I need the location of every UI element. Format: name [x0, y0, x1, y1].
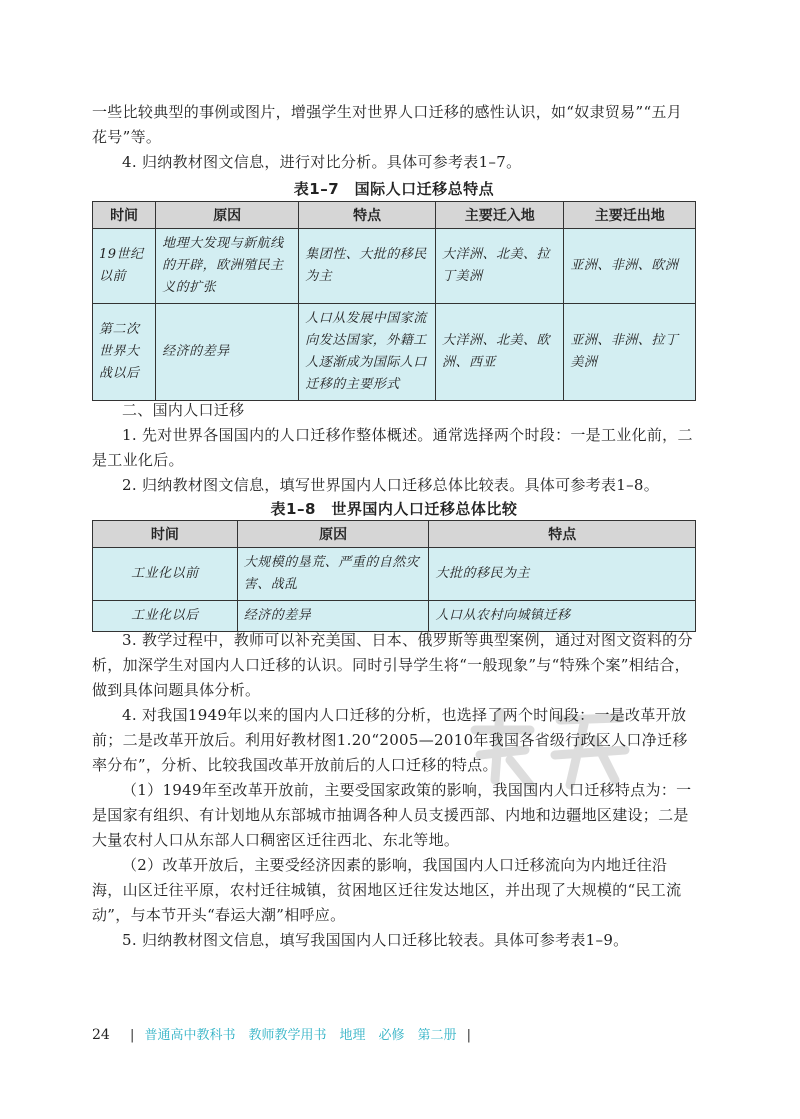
table-1-7 [92, 201, 696, 401]
cell-reason: 大规模的垦荒、严重的自然灾害、战乱 [237, 548, 429, 601]
footer-book-series: 普通高中教科书 教师教学用书 地理 必修 第二册 [144, 1028, 457, 1043]
table-row [93, 601, 696, 632]
table-1-8-caption: 表1–8 世界国内人口迁移总体比较 [270, 500, 518, 518]
footer-divider: | [129, 1028, 135, 1043]
cell-reason: 经济的差异 [237, 601, 429, 632]
paragraph-step-3: 3. 教学过程中，教师可以补充美国、日本、俄罗斯等典型案例，通过对图文资料的分析，加深学生对国内人口迁移的认识。同时引导学生将“一般现象”与“特殊个案”相结合，做到具体问题具体分析。 [92, 631, 693, 699]
paragraph-step-5: 5. 归纳教材图文信息，填写我国国内人口迁移比较表。具体可参考表1–9。 [122, 931, 629, 949]
paragraph-step-2: 2. 归纳教材图文信息，填写世界国内人口迁移总体比较表。具体可参考表1–8。 [122, 476, 660, 494]
paragraph-after-reform: （2）改革开放后，主要受经济因素的影响，我国国内人口迁移流向为内地迁往沿海，山区迁往平原，农村迁往城镇，贫困地区迁往发达地区，并出现了大规模的“民工流动”，与本节开头“春运大潮”相呼应。 [92, 856, 682, 924]
cell-feature: 人口从发展中国家流向发达国家，外籍工人逐渐成为国际人口迁移的主要形式 [299, 304, 436, 401]
header-feature: 特点 [299, 202, 436, 229]
page-footer [92, 1024, 477, 1043]
cell-reason: 地理大发现与新航线的开辟，欧洲殖民主义的扩张 [156, 229, 299, 304]
cell-destination: 大洋洲、北美、欧洲、西亚 [436, 304, 564, 401]
table-1-8 [92, 520, 696, 632]
table-row [93, 229, 696, 304]
table-header-row [93, 202, 696, 229]
header-time: 时间 [93, 521, 238, 548]
cell-time: 第二次世界大战以后 [93, 304, 156, 401]
section-heading-domestic-migration: 二、国内人口迁移 [122, 401, 245, 419]
cell-feature: 人口从农村向城镇迁移 [429, 601, 696, 632]
table-row [93, 304, 696, 401]
header-destination: 主要迁入地 [436, 202, 564, 229]
paragraph-intro-continued: 一些比较典型的事例或图片，增强学生对世界人口迁移的感性认识，如“奴隶贸易”“五月花号”等。 [92, 103, 683, 146]
header-feature: 特点 [429, 521, 696, 548]
table-header-row [93, 521, 696, 548]
header-reason: 原因 [237, 521, 429, 548]
header-reason: 原因 [156, 202, 299, 229]
cell-feature: 大批的移民为主 [429, 548, 696, 601]
header-origin: 主要迁出地 [564, 202, 696, 229]
cell-feature: 集团性、大批的移民为主 [299, 229, 436, 304]
footer-divider: | [466, 1028, 472, 1043]
paragraph-step-4: 4. 归纳教材图文信息，进行对比分析。具体可参考表1–7。 [122, 153, 522, 171]
watermark-calligraphy-icon [455, 700, 635, 795]
cell-reason: 经济的差异 [156, 304, 299, 401]
table-row [93, 548, 696, 601]
cell-time: 19世纪以前 [93, 229, 156, 304]
cell-destination: 大洋洲、北美、拉丁美洲 [436, 229, 564, 304]
paragraph-step-1: 1. 先对世界各国国内的人口迁移作整体概述。通常选择两个时段：一是工业化前，二是工业化后。 [92, 426, 693, 469]
cell-origin: 亚洲、非洲、拉丁美洲 [564, 304, 696, 401]
paragraph-before-reform: （1）1949年至改革开放前，主要受国家政策的影响，我国国内人口迁移特点为：一是国家有组织、有计划地从东部城市抽调各种人员支援西部、内地和边疆地区建设；二是大量农村人口从东部人口稠密区迁往西北、东北等地。 [92, 781, 692, 849]
page-number: 24 [92, 1027, 110, 1043]
table-1-7-caption: 表1–7 国际人口迁移总特点 [293, 180, 495, 198]
cell-time: 工业化以后 [93, 601, 238, 632]
header-time: 时间 [93, 202, 156, 229]
paragraph-step-4-china: 4. 对我国1949年以来的国内人口迁移的分析，也选择了两个时间段：一是改革开放前；二是改革开放后。利用好教材图1.20“2005—2010年我国各省级行政区人口净迁移率分布”，分析、比较我国改革开放前后的人口迁移的特点。 [92, 706, 688, 774]
cell-origin: 亚洲、非洲、欧洲 [564, 229, 696, 304]
cell-time: 工业化以前 [93, 548, 238, 601]
